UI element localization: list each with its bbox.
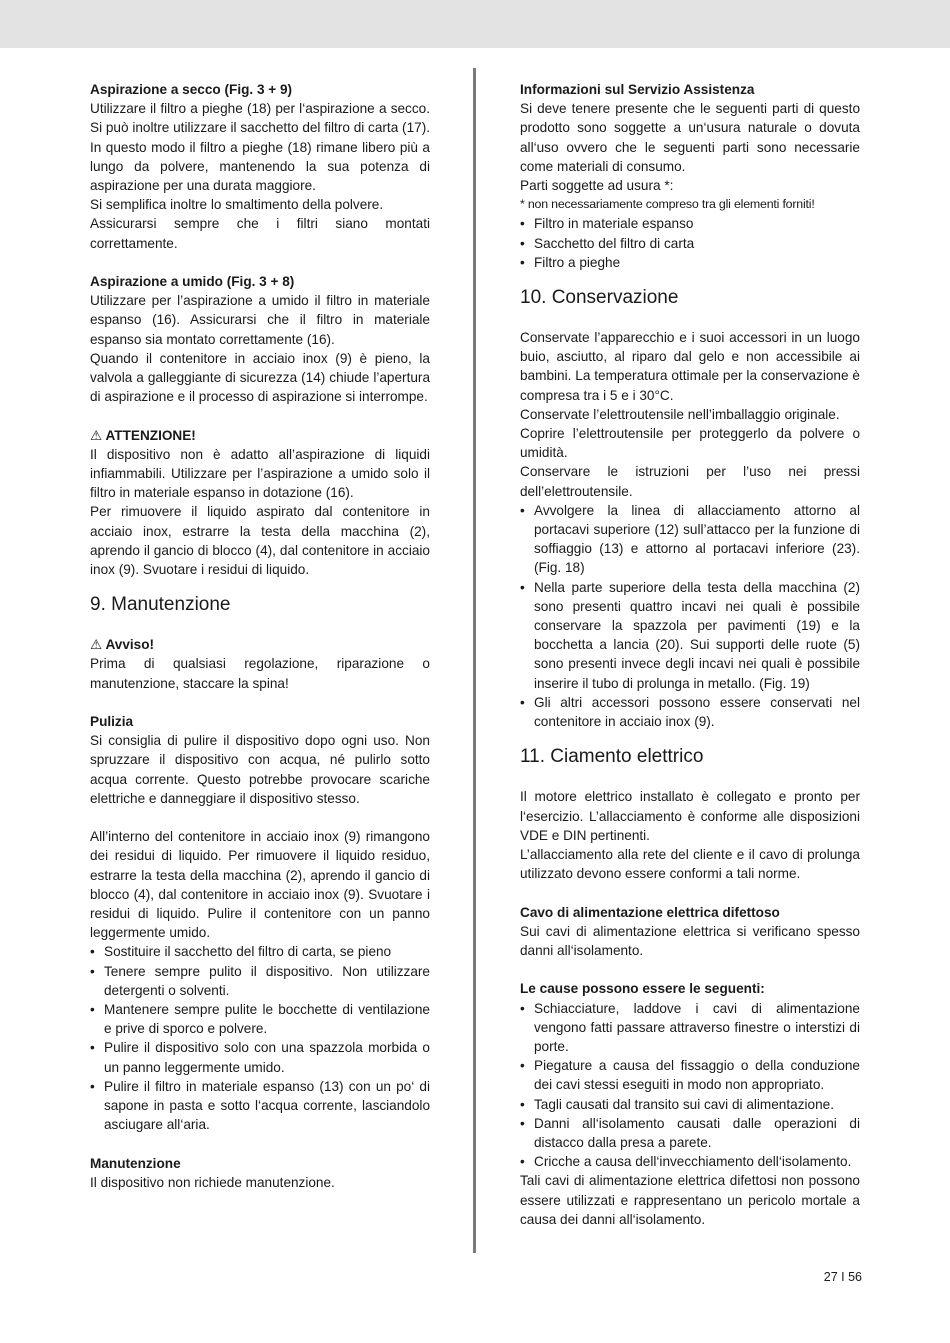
storage-paragraph-3: Coprire l’elettroutensile per proteggerlo da polvere o umidità. xyxy=(520,426,860,461)
cable-paragraph: Sui cavi di alimentazione elettrica si verificano spesso danni all‘isolamento. xyxy=(520,923,860,958)
maintenance-title: Manutenzione xyxy=(90,1155,181,1171)
service-paragraph: Si deve tenere presente che le seguenti parti di questo prodotto sono soggette a un‘usura naturale o dovuta all‘uso ovvero che le seguenti parti sono necessarie come materiali di consumo. xyxy=(520,101,860,174)
list-item: • Filtro in materiale espanso xyxy=(520,214,860,233)
list-item: • Danni all‘isolamento causati dalle operazioni di distacco dalla presa a parete. xyxy=(520,1114,860,1152)
dry-suction-paragraph: Utilizzare il filtro a pieghe (18) per l‘aspirazione a secco. Si può inoltre utilizzare il sacchetto del filtro di carta (17). In questo modo il filtro a pieghe (18) rimane libero più a lungo da polvere, mantenendo la sua potenza di aspirazione per una durata maggiore. xyxy=(90,101,430,194)
electrical-paragraph: Il motore elettrico installato è collegato e pronto per l‘esercizio. L’allacciamento è conforme alle disposizioni VDE e DIN pertinenti. xyxy=(520,789,860,843)
cable-title: Cavo di alimentazione elettrica difettoso xyxy=(520,904,780,920)
wet-suction-paragraph: Utilizzare per l’aspirazione a umido il filtro in materiale espanso (16). Assicurarsi che il filtro in materiale espanso sia montato correttamente (16). xyxy=(90,293,430,347)
storage-list xyxy=(520,501,860,731)
warning-triangle-icon: ⚠ xyxy=(90,427,103,443)
storage-heading: 10. Conservazione xyxy=(520,287,679,309)
dry-suction-title: Aspirazione a secco (Fig. 3 + 9) xyxy=(90,82,293,97)
list-item: • Gli altri accessori possono essere conservati nel contenitore in acciaio inox (9). xyxy=(520,693,860,731)
causes-title: Le cause possono essere le seguenti: xyxy=(520,981,765,997)
cleaning-paragraph: Si consiglia di pulire il dispositivo dopo ogni uso. Non spruzzare il dispositivo con acqua, né pulirlo sotto acqua corrente. Questo potrebbe provocare scariche elettriche e danneggiare il dispositivo stesso. xyxy=(90,733,430,806)
list-item: • Schiacciature, laddove i cavi di alimentazione vengono fatti passare attraverso finestre o interstizi di porte. xyxy=(520,999,860,1057)
dry-suction-paragraph-2: Si semplifica inoltre lo smaltimento della polvere. xyxy=(90,197,384,213)
notice-title: Avviso! xyxy=(105,637,155,653)
notice-paragraph: Prima di qualsiasi regolazione, riparazione o manutenzione, staccare la spina! xyxy=(90,656,430,691)
wear-parts-note: * non necessariamente compreso tra gli elementi forniti! xyxy=(520,197,815,212)
storage-paragraph: Conservate l’apparecchio e i suoi accessori in un luogo buio, asciutto, al riparo dal gelo e non accessibile ai bambini. La temperatura ottimale per la conservazione è compresa tra i 5 e i 30°C. xyxy=(520,330,860,403)
dry-suction-paragraph-3: Assicurarsi sempre che i filtri siano montati correttamente. xyxy=(90,216,430,251)
maintenance-paragraph: Il dispositivo non richiede manutenzione. xyxy=(90,1174,335,1190)
wet-suction-paragraph-2: Quando il contenitore in acciaio inox (9) è pieno, la valvola a galleggiante di sicurezza (14) chiude l’apertura di aspirazione e il processo di aspirazione si interrompe. xyxy=(90,350,430,405)
service-title: Informazioni sul Servizio Assistenza xyxy=(520,82,755,97)
list-item: • Pulire il filtro in materiale espanso (13) con un po‘ di sapone in pasta e sotto l‘acqua corrente, lasciandolo asciugare all‘aria. xyxy=(90,1077,430,1135)
list-item: • Sostituire il sacchetto del filtro di carta, se pieno xyxy=(90,942,430,961)
electrical-heading: 11. Ciamento elettrico xyxy=(520,746,704,768)
cleaning-paragraph-2: All’interno del contenitore in acciaio inox (9) rimangono dei residui di liquido. Per rimuovere il liquido residuo, estrarre la testa della macchina (2), aprendo il gancio di blocco (4), dal contenitore in acciaio inox (9). Svuotare i residui di liquido. Pulire il contenitore con un panno leggermente umido. xyxy=(90,829,430,941)
wet-suction-title: Aspirazione a umido (Fig. 3 + 8) xyxy=(90,274,295,290)
list-item: • Filtro a pieghe xyxy=(520,253,860,272)
page-number: 27 I 56 xyxy=(823,1270,862,1284)
list-item: • Avvolgere la linea di allacciamento attorno al portacavi superiore (12) sull’attacco per la funzione di soffiaggio (13) e attorno al portacavi inferiore (23). (Fig. 18) xyxy=(520,501,860,578)
cleaning-title: Pulizia xyxy=(90,714,134,730)
list-item: • Cricche a causa dell‘invecchiamento dell‘isolamento. xyxy=(520,1152,860,1171)
storage-paragraph-2: Conservate l’elettroutensile nell’imballaggio originale. xyxy=(520,406,840,422)
warning-paragraph: Il dispositivo non è adatto all’aspirazione di liquidi infiammabili. Utilizzare per l’aspirazione a umido solo il filtro in materiale espanso in dotazione (16). xyxy=(90,446,430,501)
notice-title-line xyxy=(90,635,430,654)
list-item: • Nella parte superiore della testa della macchina (2) sono presenti quattro incavi nei quali è possibile conservare la spazzola per pavimenti (19) e la bocchetta a lancia (20). Sui supporti delle ruote (5) sono presenti invece degli incavi nei quali è possibile inserire il tubo di prolunga in metallo. (Fig. 19) xyxy=(520,578,860,693)
electrical-paragraph-2: L’allacciamento alla rete del cliente e il cavo di prolunga utilizzato devono essere conformi a tali norme. xyxy=(520,846,860,882)
list-item: • Piegature a causa del fissaggio o della conduzione dei cavi stessi eseguiti in modo non appropriato. xyxy=(520,1056,860,1094)
list-item: • Sacchetto del filtro di carta xyxy=(520,234,860,253)
warning-triangle-icon: ⚠ xyxy=(90,637,103,653)
final-paragraph: Tali cavi di alimentazione elettrica difettosi non possono essere utilizzati e rappresentano un pericolo mortale a causa dei danni all‘isolamento. xyxy=(520,1173,860,1227)
list-item: • Pulire il dispositivo solo con una spazzola morbida o un panno leggermente umido. xyxy=(90,1038,430,1076)
list-item: • Tagli causati dal transito sui cavi di alimentazione. xyxy=(520,1095,860,1114)
wear-parts-label: Parti soggette ad usura *: xyxy=(520,178,674,194)
warning-title: ATTENZIONE! xyxy=(105,427,196,443)
list-item: • Mantenere sempre pulite le bocchette di ventilazione e prive di sporco e polvere. xyxy=(90,1000,430,1038)
maintenance-heading: 9. Manutenzione xyxy=(90,594,231,616)
causes-list xyxy=(520,999,860,1172)
list-item: • Tenere sempre pulito il dispositivo. Non utilizzare detergenti o solventi. xyxy=(90,962,430,1000)
left-column xyxy=(90,80,430,1192)
warning-title-line xyxy=(90,426,430,445)
column-divider xyxy=(473,68,476,1253)
header-bar xyxy=(0,0,950,48)
storage-paragraph-4: Conservare le istruzioni per l’uso nei pressi dell’elettroutensile. xyxy=(520,464,860,499)
wear-parts-list xyxy=(520,214,860,272)
warning-paragraph-2: Per rimuovere il liquido aspirato dal contenitore in acciaio inox, estrarre la testa della macchina (2), aprendo il gancio di blocco (4), dal contenitore in acciaio inox (9). Svuotare i residui di liquido. xyxy=(90,504,430,578)
cleaning-list xyxy=(90,942,430,1134)
right-column xyxy=(520,80,860,1229)
